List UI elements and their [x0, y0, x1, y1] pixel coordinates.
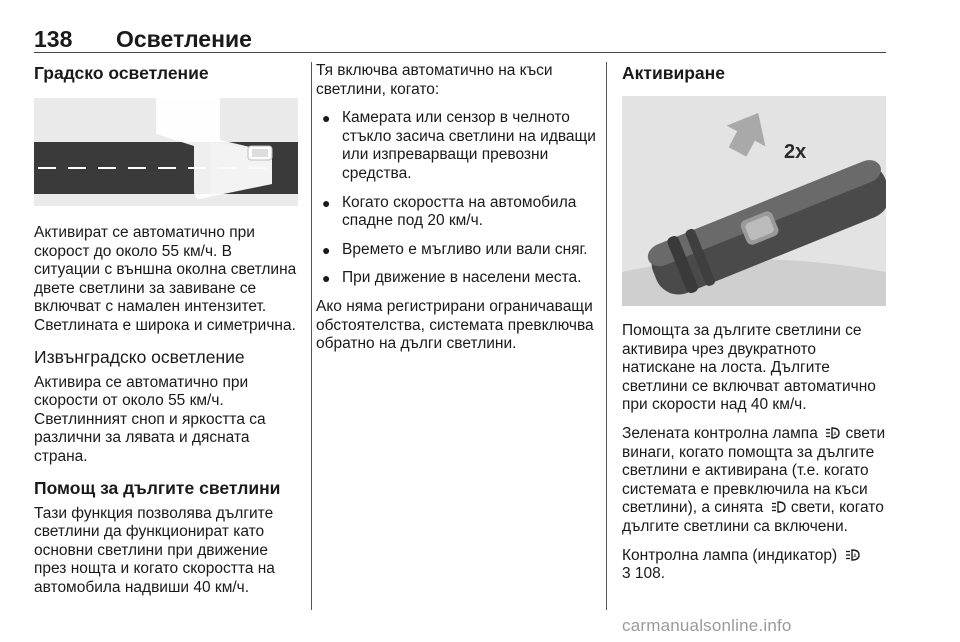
page-reference[interactable]: 3 108. [622, 565, 666, 583]
city-light-beam-illustration [34, 98, 298, 206]
high-beam-blue-icon [771, 500, 787, 514]
list-item: ● При движение в населени места. [322, 269, 582, 287]
country-lighting-text: Активира се автоматично при скорости от около 55 км/ч. Светлинният сноп и яркостта са различни за лявата и дясната страна. [34, 373, 266, 465]
figure-label: 2x [784, 141, 807, 163]
conditions-list [316, 109, 598, 288]
low-beam-intro: Тя включва автоматично на къси светлини, когато: [316, 62, 553, 98]
watermark: carmanualsonline.info [622, 616, 792, 635]
list-item: ● Времето е мъгливо или вали сняг. [322, 240, 588, 258]
list-item: ● Камерата или сензор в челното стъкло засича светлини на идващи или изпреварващи превозни средства. [322, 109, 596, 182]
high-beam-assist-icon [845, 548, 861, 562]
heading-high-beam-assist: Помощ за дългите светлини [34, 477, 281, 498]
heading-country-lighting: Извънградско осветление [34, 346, 245, 367]
fallback-text: Ако няма регистрирани ограничаващи обстоятелства, системата превключва обратно на дълги светлини. [316, 297, 594, 353]
svg-text:A: A [833, 431, 837, 438]
page-number: 138 [34, 26, 73, 52]
indicator-reference-text: Контролна лампа (индикатор) A 3 108. [622, 547, 888, 584]
svg-text:A: A [852, 552, 857, 559]
lever-illustration [622, 96, 886, 306]
left-column [34, 62, 302, 608]
list-item: ● Когато скоростта на автомобила спадне под 20 км/ч. [322, 193, 577, 230]
heading-city-lighting: Градско осветление [34, 63, 209, 83]
city-lighting-text: Активират се автоматично при скорост до около 55 км/ч. В ситуации с външна околна светлина двете светлини за завиване се включват с намален интензитет. Светлината е широка и симетрична. [34, 224, 297, 334]
column-divider-2 [606, 62, 607, 610]
column-divider-1 [311, 62, 312, 610]
chapter-title: Осветление [116, 26, 252, 52]
high-beam-assist-green-icon [825, 426, 841, 440]
middle-column [316, 62, 598, 364]
high-beam-assist-text: Тази функция позволява дългите светлини да функционират като основни светлини при движение през нощта и когато скоростта на автомобила надвиши 40 км/ч. [34, 504, 275, 596]
activation-text: Помощта за дългите светлини се активира чрез двукратното натискане на лоста. Дългите светлини се включват автоматично при скорости над 40 км/ч. [622, 322, 876, 414]
header-rule [34, 52, 886, 53]
heading-activation: Активиране [622, 63, 725, 83]
right-column [622, 62, 888, 594]
indicator-lamps-text: Зелената контролна лампа A свети винаги, когато помощта за дългите светлини е активирана (т.е. когато системата е превключила на къси светлини), а синята свети, когато дългите светлини са включени. [622, 424, 886, 535]
